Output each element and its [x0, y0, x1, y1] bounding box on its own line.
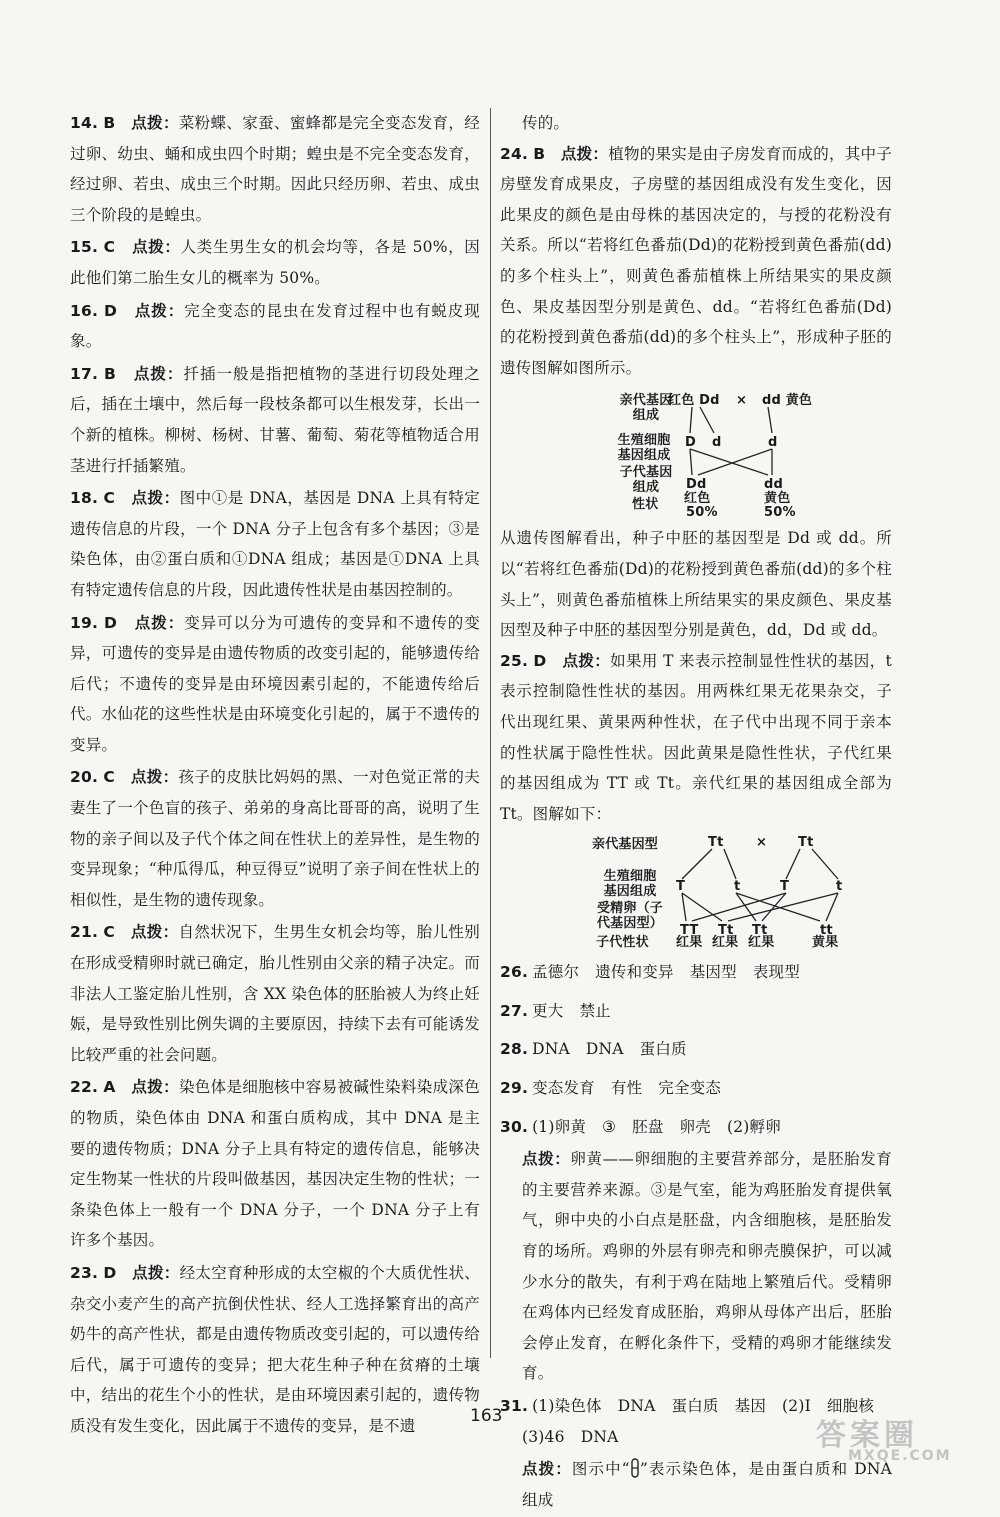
line-T-TT [682, 893, 686, 921]
gamete-d-1: d [712, 435, 722, 451]
line-p2-T [786, 849, 800, 879]
row-label-parent: 亲代基因组成 [619, 393, 673, 424]
answer-item-25: 25. D 点拨：如果用 T 来表示控制显性性状的基因，t 表示控制隐性性状的基因。用两株红果无花果杂交，子代出现红果、黄果两种性状，在子代中出现不同于亲本的性状属于隐性性状。因此黄果是隐性性状，子代红果的基因组成为 TT 或 Tt。亲代红果的基因组成全部为 Tt。图解如下： [500, 651, 892, 823]
answer-item-20: 20. C 点拨：孩子的皮肤比妈妈的黑、一对色觉正常的夫妻生了一个色盲的孩子、弟弟的身高比哥哥的高，说明了生物的亲子间以及子代个体之间在性状上的差异性，是生物的变异现象；“种瓜得瓜，种豆得豆”说明了亲子间在性状上的相似性，是生物的遗传现象。 [70, 768, 480, 909]
watermark-main-text: 答案圈 [816, 1418, 918, 1453]
answer-item-17: 17. B 点拨：扦插一般是指把植物的茎进行切段处理之后，插在土壤中，然后每一段枝条都可以生根发芽，长出一个新的植株。柳树、杨树、甘薯、葡萄、菊花等植物适合用茎进行扦插繁殖。 [70, 364, 480, 475]
line-t2-tt [826, 893, 838, 921]
line-p1-T [682, 849, 712, 879]
line-parent2-gamete-d [768, 407, 772, 433]
answer-item-31-tip: 点拨：图示中“ ”表示染色体，是由蛋白质和 DNA 组成 [522, 1460, 893, 1509]
answer-item-16: 16. D 点拨：完全变态的昆虫在发育过程中也有蜕皮现象。 [70, 301, 480, 351]
line-D-offspring2 [690, 449, 768, 475]
d2-gamete-2: t [734, 879, 741, 895]
d2-offspring1-trait: 红果 [676, 935, 703, 951]
answer-item-22: 22. A 点拨：染色体是细胞核中容易被碱性染料染成深色的物质，染色体由 DNA 和蛋白质构成，其中 DNA 是主要的遗传物质；DNA 分子上具有特定的遗传信息，能够决定生物某一性状的片段叫做基因，基因决定生物的性状；一条染色体上一般有一个 DNA 分子，一个 DNA 分子上有许多个基因。 [70, 1078, 480, 1250]
parent1-label: 红色 Dd [668, 393, 720, 409]
answer-item-27: 27. 更大 禁止 [500, 1001, 611, 1020]
answer-item-28: 28. DNA DNA 蛋白质 [500, 1040, 687, 1059]
row-label-trait: 性状 [632, 497, 659, 513]
d2-offspring3-genotype: Tt [752, 923, 768, 939]
d2-cross-sign: × [756, 835, 768, 851]
column-divider [490, 108, 491, 1358]
watermark-site-text: MXQE.COM [848, 1448, 952, 1464]
page-number: 163 [470, 1406, 503, 1426]
answer-item-30: 30. (1)卵黄 ③ 胚盘 卵壳 (2)孵卵 [500, 1117, 781, 1136]
d2-gamete-1: T [676, 879, 686, 895]
d2-offspring1-genotype: TT [680, 923, 699, 939]
row-label-parent-genotype: 亲代基因型 [592, 837, 659, 853]
line-T-Tt1 [682, 893, 722, 921]
d2-offspring4-trait: 黄果 [812, 935, 839, 951]
d2-offspring2-genotype: Tt [718, 923, 734, 939]
line-D-offspring1 [690, 449, 692, 475]
gamete-d-2: d [768, 435, 778, 451]
watermark-logo [808, 1410, 988, 1466]
answer-item-21: 21. C 点拨：自然状况下，生男生女机会均等，胎儿性别在形成受精卵时就已确定，胎儿性别由父亲的精子决定。而非法人工鉴定胎儿性别，含 XX 染色体的胚胎被人为终止妊娠，是导致性别比例失调的主要原因，持续下去有可能诱发比较严重的社会问题。 [70, 923, 480, 1064]
chromosome-icon [630, 1458, 640, 1478]
line-t-tt [736, 893, 820, 921]
line-d-offspring1 [698, 449, 772, 475]
d2-parent1: Tt [708, 835, 724, 851]
right-column [500, 108, 892, 1517]
d2-parent2: Tt [798, 835, 814, 851]
row-label-offspring-trait: 子代性状 [596, 935, 649, 951]
row-label-gametes: 生殖细胞基因组成 [617, 433, 671, 464]
offspring1-trait: 红色 [684, 491, 711, 507]
answer-item-19: 19. D 点拨：变异可以分为可遗传的变异和不遗传的变异，可遗传的变异是由遗传物质的改变引起的，能够遗传给后代；不遗传的变异是由环境因素引起的，不能遗传给后代。水仙花的这些性状是由环境变化引起的，属于不遗传的变异。 [70, 613, 480, 754]
item-23-continuation: 传的。 [522, 114, 570, 132]
answer-item-31-line2: (3)46 DNA [522, 1427, 619, 1446]
offspring1-genotype: Dd [686, 477, 707, 493]
answer-item-24: 24. B 点拨：植物的果实是由子房发育而成的，其中子房壁发育成果皮，子房壁的基因组成没有发生变化，因此果皮的颜色是由母株的基因决定的，与授的花粉没有关系。所以“若将红色番茄(Dd)的花粉授到黄色番茄(dd)的多个柱头上”，则黄色番茄植株上所结果实的果皮颜色、果皮基因型分别是黄色、dd。“若将红色番茄(Dd)的花粉授到黄色番茄(dd)的多个柱头上”，形成种子胚的遗传图解如图所示。 [500, 144, 892, 377]
d2-offspring3-trait: 红果 [748, 935, 775, 951]
gamete-D: D [685, 435, 696, 451]
answer-item-18: 18. C 点拨：图中①是 DNA，基因是 DNA 上具有特定遗传信息的片段，一个 DNA 分子上包含有多个基因；③是染色体，由②蛋白质和①DNA 组成；基因是①DNA 上具有特定遗传信息的片段，因此遗传性状是由基因控制的。 [70, 489, 480, 599]
genetic-diagram-fig [500, 835, 892, 951]
left-column [70, 108, 480, 1444]
answer-item-30-tip: 点拨：卵黄——卵细胞的主要营养部分，是胚胎发育的主要营养来源。③是气室，能为鸡胚胎发育提供氧气，卵中央的小白点是胚盘，内含细胞核，是胚胎发育的场所。鸡卵的外层有卵壳和卵壳膜保护，可以减少水分的散失，有利于鸡在陆地上繁殖后代。受精卵在鸡体内已经发育成胚胎，鸡卵从母体产出后，胚胎会停止发育，在孵化条件下，受精的鸡卵才能继续发育。 [522, 1150, 892, 1383]
answer-item-26: 26. 孟德尔 遗传和变异 基因型 表现型 [500, 963, 800, 982]
d2-gamete-4: t [836, 879, 843, 895]
row-label-zygote: 受精卵（子代基因型） [596, 901, 663, 932]
answer-item-31: 31. (1)染色体 DNA 蛋白质 基因 (2)Ⅰ 细胞核 [500, 1397, 875, 1415]
row-label-offspring: 子代基因组成 [619, 465, 673, 496]
answer-item-14: 14. B 点拨：菜粉蝶、家蚕、蜜蜂都是完全变态发育，经过卵、幼虫、蛹和成虫四个时期；蝗虫是不完全变态发育，经过卵、若虫、成虫三个时期。因此只经历卵、若虫、成虫三个阶段的是蝗虫。 [70, 114, 480, 224]
offspring2-genotype: dd [764, 477, 784, 493]
answer-item-23: 23. D 点拨：经太空育种形成的太空椒的个大质优性状、杂交小麦产生的高产抗倒伏性状、经人工选择繁育出的高产奶牛的高产性状，都是由遗传物质改变引起的，可以遗传给后代，属于可遗传的变异；把大花生种子种在贫瘠的土壤中，结出的花生个小的性状，是由环境因素引起的，遗传物质没有发生变化，因此属于不遗传的变异，是不遗 [70, 1263, 480, 1435]
genetic-diagram-tomato [500, 389, 892, 521]
item-24-after-diagram: 从遗传图解看出，种子中胚的基因型是 Dd 或 dd。所以“若将红色番茄(Dd)的花粉授到黄色番茄(dd)的多个柱头上”，则黄色番茄植株上所结果实的果皮颜色、果皮基因型及种子中胚的基因型分别是黄色，dd，Dd 或 dd。 [500, 529, 892, 640]
line-p2-t [812, 849, 838, 879]
line-p1-t [724, 849, 736, 879]
d2-offspring4-genotype: tt [820, 923, 833, 939]
answer-item-15: 15. C 点拨：人类生男生女的机会均等，各是 50%，因此他们第二胎生女儿的概率为 50%。 [70, 238, 480, 287]
d2-offspring2-trait: 红果 [712, 935, 739, 951]
answer-item-29: 29. 变态发育 有性 完全变态 [500, 1079, 722, 1098]
line-parent1-gamete-D [690, 407, 692, 433]
offspring2-trait: 黄色 [764, 491, 791, 507]
cross-sign: × [736, 393, 748, 409]
parent2-label: dd 黄色 [762, 393, 813, 409]
d2-gamete-3: T [780, 879, 790, 895]
row-label-gamete: 生殖细胞基因组成 [603, 869, 657, 900]
offspring2-ratio: 50% [764, 505, 796, 521]
offspring1-ratio: 50% [686, 505, 718, 521]
line-parent1-gamete-d [700, 407, 714, 433]
